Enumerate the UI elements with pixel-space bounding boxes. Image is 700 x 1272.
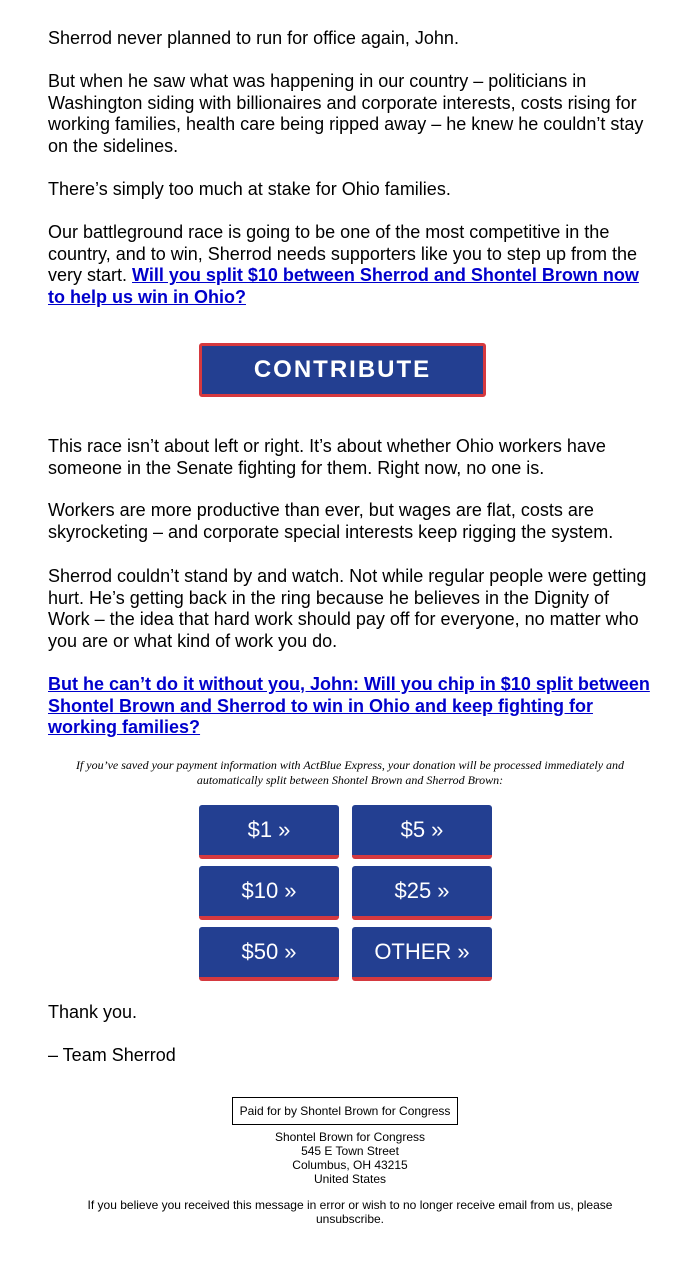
paragraph-intro: Sherrod never planned to run for office again, John. bbox=[48, 28, 459, 48]
donate-10-button[interactable]: $10 » bbox=[199, 866, 339, 920]
donate-25-button[interactable]: $25 » bbox=[352, 866, 492, 920]
paragraph-washington: But when he saw what was happening in our country – politicians in Washington siding with billionaires and corporate interests, costs rising for working families, health care being ripped away – he knew he couldn’t stay on the sidelines. bbox=[48, 71, 644, 157]
signoff-text: – Team Sherrod bbox=[48, 1045, 176, 1065]
paragraph-battleground bbox=[48, 222, 652, 309]
donate-other-button[interactable]: OTHER » bbox=[352, 927, 492, 981]
paid-for-disclaimer: Paid for by Shontel Brown for Congress bbox=[232, 1097, 458, 1125]
contribute-button[interactable]: CONTRIBUTE bbox=[199, 343, 486, 397]
actblue-note: If you’ve saved your payment information with ActBlue Express, your donation will be processed immediately and automatically split between Shontel Brown and Sherrod Brown: bbox=[75, 758, 625, 787]
donate-5-button[interactable]: $5 » bbox=[352, 805, 492, 859]
paragraph-left-right: This race isn’t about left or right. It’s about whether Ohio workers have someone in the Senate fighting for them. Right now, no one is. bbox=[48, 436, 606, 478]
footer-org: Shontel Brown for Congress bbox=[274, 1130, 426, 1144]
paragraph-workers: Workers are more productive than ever, but wages are flat, costs are skyrocketing – and corporate special interests keep rigging the system. bbox=[48, 500, 614, 542]
footer-city: Columbus, OH 43215 bbox=[292, 1158, 408, 1172]
thank-you-text: Thank you. bbox=[48, 1002, 138, 1022]
donate-1-button[interactable]: $1 » bbox=[199, 805, 339, 859]
footer-country: United States bbox=[313, 1172, 387, 1186]
unsubscribe-notice[interactable]: If you believe you received this message in error or wish to no longer receive email from us, please unsubscribe. bbox=[87, 1198, 613, 1226]
battleground-text: Our battleground race is going to be one of the most competitive in the country, and to win, Sherrod needs supporters like you to step up from the very start. bbox=[48, 222, 637, 286]
donate-50-button[interactable]: $50 » bbox=[199, 927, 339, 981]
split-donation-link[interactable]: Will you split $10 between Sherrod and Shontel Brown now to help us win in Ohio? bbox=[48, 265, 639, 308]
footer-street: 545 E Town Street bbox=[301, 1144, 399, 1158]
paragraph-stakes: There’s simply too much at stake for Ohio families. bbox=[48, 179, 451, 199]
paragraph-dignity: Sherrod couldn’t stand by and watch. Not while regular people were getting hurt. He’s getting back in the ring because he believes in the Dignity of Work – the idea that hard work should pay off for everyone, no matter who you are or what kind of work you do. bbox=[48, 566, 647, 652]
chip-in-link[interactable]: But he can’t do it without you, John: Will you chip in $10 split between Shontel Brown and Sherrod to win in Ohio and keep fighting for working families? bbox=[48, 674, 650, 738]
